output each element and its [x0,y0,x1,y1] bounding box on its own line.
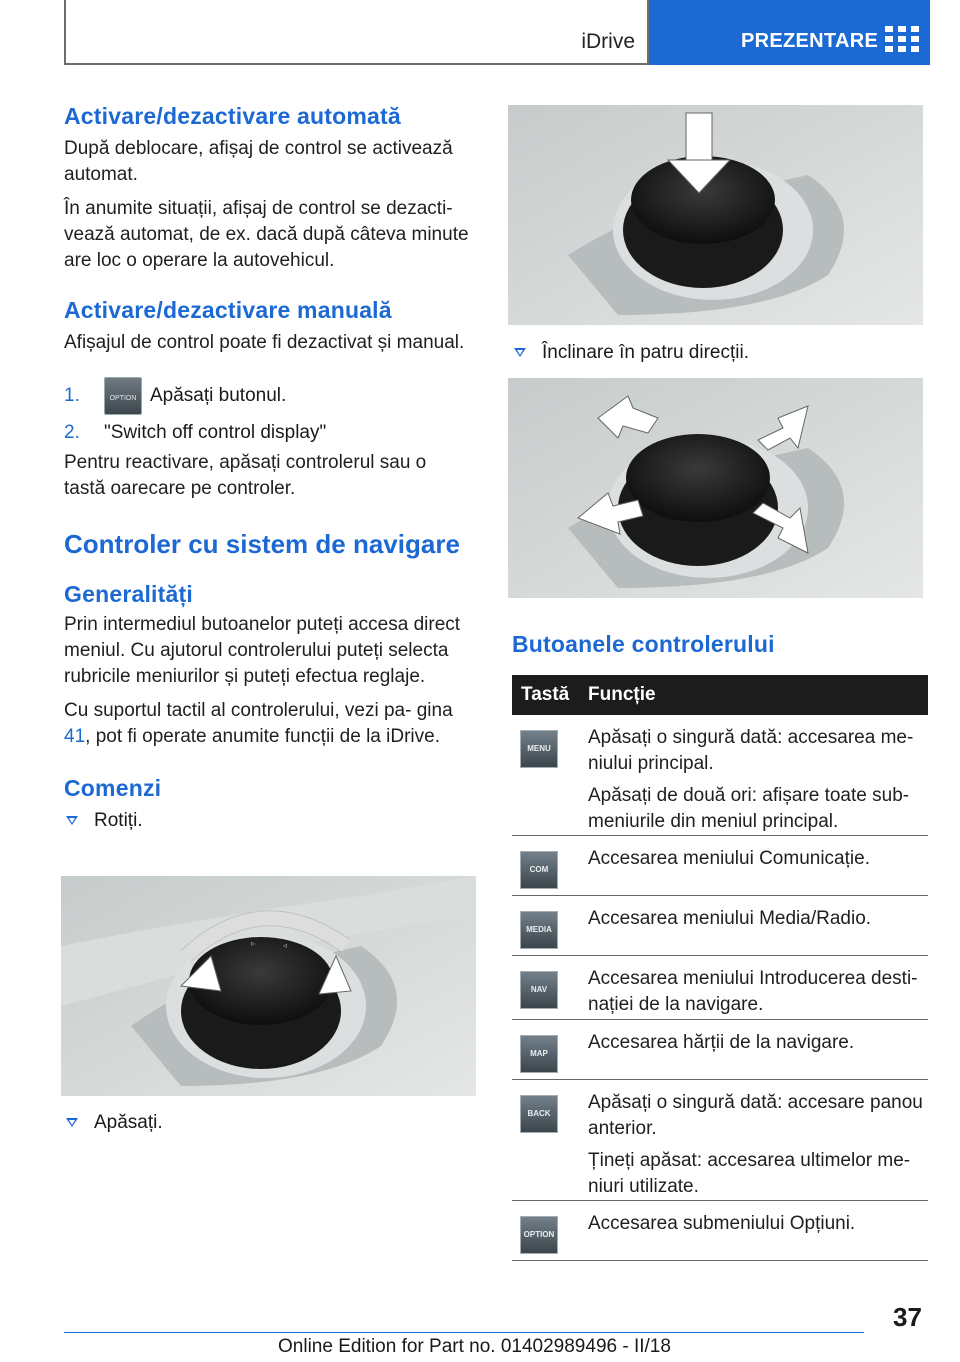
footer-divider [64,1332,864,1333]
row-map-line-1: Accesarea hărții de la navigare. [588,1032,855,1053]
command-tilt-text: Înclinare în patru direcții. [542,342,749,363]
svg-text:▹: ▹ [251,939,256,948]
map-key-icon: MAP [520,1035,558,1073]
manual-paragraph-1: Afișajul de control poate fi dezactivat și manual. [64,332,465,353]
general-paragraph-2: Cu suportul tactil al controlerului, vezi pa‐ gina 41, pot fi operate anumite funcții de la iDrive. [64,700,453,747]
bullet-triangle-icon [514,348,526,357]
controller-buttons-heading: Butoanele controlerului [512,631,775,657]
manual-paragraph-2: Pentru reactivare, apăsați controlerul sau o tastă oarecare pe controler. [64,452,427,499]
nav-key-icon: NAV [520,971,558,1009]
bullet-triangle-icon [66,816,78,825]
command-tilt [512,340,928,366]
option-button-icon: OPTION [104,377,142,415]
com-key-icon: COM [520,851,558,889]
manual-activation-heading: Activare/dezactivare manuală [64,297,392,323]
column-header-function: Funcție [588,684,656,705]
auto-paragraph-2: În anumite situații, afișaj de control se dezacti‐ vează automat, de ex. dacă după câteva minute are loc o operare la autovehicul. [64,198,469,271]
row-menu-line-1: Apăsați o singură dată: accesarea me‐ niului principal. [588,727,914,774]
row-nav-line-1: Accesarea meniului Introducerea desti‐ nației de la navigare. [588,968,918,1015]
page-number: 37 [893,1302,922,1332]
command-rotate [64,808,469,834]
command-press [64,1110,469,1136]
command-press-text: Apăsați. [94,1112,163,1133]
commands-heading: Comenzi [64,775,162,801]
step-1-text: Apăsați butonul. [150,385,287,406]
step-2-text: "Switch off control display" [104,422,327,443]
footer-edition: Online Edition for Part no. 01402989496 - II/18 [278,1336,671,1357]
general-heading: Generalități [64,581,193,607]
step-2-number: 2. [64,422,80,443]
controller-heading: Controler cu sistem de navigare [64,529,460,559]
auto-paragraph-1: După deblocare, afișaj de control se activează automat. [64,138,453,185]
header-section-title: iDrive [581,30,635,53]
row-com-line-1: Accesarea meniului Comunicație. [588,848,870,869]
menu-key-icon: MENU [520,730,558,768]
row-media-line-1: Accesarea meniului Media/Radio. [588,908,872,929]
step-1-number: 1. [64,385,80,406]
back-key-icon: BACK [520,1095,558,1133]
step-2 [64,420,469,446]
bullet-triangle-icon [66,1118,78,1127]
header-section-box [64,0,649,65]
table-row-com [512,836,928,896]
header-chapter-label: PREZENTARE [741,30,879,52]
header-chapter-tab[interactable] [649,0,930,65]
table-row-nav [512,956,928,1020]
controller-tilt-image [508,378,923,598]
table-header [512,675,928,715]
command-rotate-text: Rotiți. [94,810,143,831]
page-41-link[interactable]: 41 [64,726,86,747]
media-key-icon: MEDIA [520,911,558,949]
general-paragraph-1: Prin intermediul butoanelor puteți accesa direct meniul. Cu ajutorul controlerului puteți selecta rubricile meniurilor și puteți efectua reglaje. [64,614,461,687]
table-row-option [512,1201,928,1261]
controller-buttons-table [512,675,928,1261]
step-1 [64,374,469,418]
row-back-line-1: Apăsați o singură dată: accesare panou anterior. [588,1092,923,1139]
table-row-back [512,1080,928,1201]
svg-text:◃: ◃ [283,941,288,950]
table-row-map [512,1020,928,1080]
auto-activation-heading: Activare/dezactivare automată [64,103,401,129]
option-key-icon: OPTION [520,1216,558,1254]
grid-menu-icon [885,26,919,52]
controller-press-image [508,105,923,325]
column-header-key: Tastă [521,684,570,705]
left-column [64,100,469,834]
row-back-line-2: Țineți apăsat: accesarea ultimelor me‐ niuri utilizate. [588,1150,911,1197]
table-row-menu [512,715,928,836]
controller-rotate-image [61,876,476,1096]
row-option-line-1: Accesarea submeniului Opțiuni. [588,1213,856,1234]
row-menu-line-2: Apăsați de două ori: afișare toate sub‐ meniurile din meniul principal. [588,785,910,832]
table-row-media [512,896,928,956]
